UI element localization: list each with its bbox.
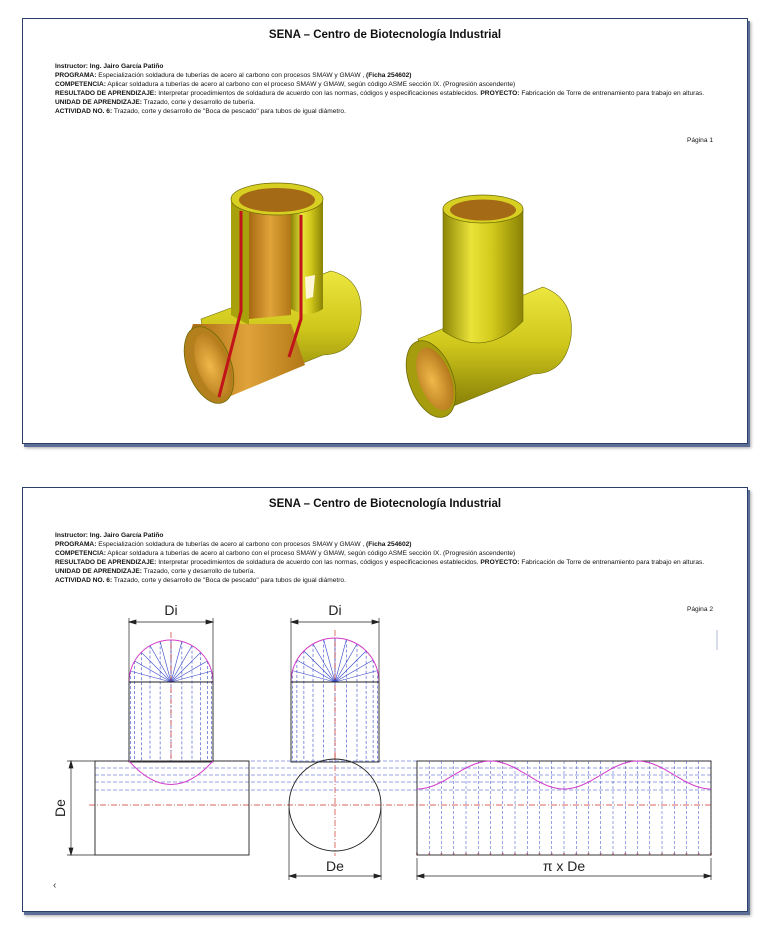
proyecto-label: PROYECTO: <box>480 559 520 567</box>
svg-text:×: × <box>697 852 701 858</box>
left-intersection-curve <box>129 761 213 785</box>
svg-text:×: × <box>525 852 529 858</box>
actividad-label: ACTIVIDAD NO. 6: <box>55 108 113 116</box>
unidad-text: Trazado, corte y desarrollo de tubería. <box>143 568 256 576</box>
competencia-text: Aplicar soldadura a tuberías de acero al carbono con el proceso SMAW y GMAW, según código ASME sección IX. (Progresión ascendente) <box>107 550 516 558</box>
svg-text:×: × <box>623 852 627 858</box>
document-page-2 <box>22 487 748 912</box>
di-right-label: Di <box>328 602 342 618</box>
programa-text: Especialización soldadura de tuberías de acero al carbono con procesos SMAW y GMAW , <box>98 72 365 80</box>
page-number: Página 1 <box>686 137 713 144</box>
actividad-text: Trazado, corte y desarrollo de "Boca de pescado" para tubos de igual diámetro. <box>113 108 346 116</box>
instructor-line: Instructor: Ing. Jairo García Patiño <box>55 532 164 539</box>
actividad-label: ACTIVIDAD NO. 6: <box>55 577 113 585</box>
svg-text:×: × <box>489 852 492 858</box>
pipe-3d-illustration <box>23 19 749 445</box>
svg-text:×: × <box>513 852 517 858</box>
resultado-text: Interpretar procedimientos de soldadura de acuerdo con las normas, códigos y especificaciones establecidos. <box>158 559 479 567</box>
fishmouth-technical-drawing <box>23 488 749 913</box>
svg-text:×: × <box>538 852 541 858</box>
svg-text:×: × <box>452 852 456 858</box>
svg-text:×: × <box>574 852 578 858</box>
ficha: (Ficha 254602) <box>366 72 412 80</box>
left-main-pipe-outline <box>95 761 249 855</box>
svg-text:×: × <box>562 852 566 858</box>
svg-text:×: × <box>587 852 590 858</box>
unidad-label: UNIDAD DE APRENDIZAJE: <box>55 568 142 576</box>
page-number: Página 2 <box>686 606 713 613</box>
complete-tee-model <box>397 195 572 424</box>
actividad-text: Trazado, corte y desarrollo de "Boca de pescado" para tubos de igual diámetro. <box>113 577 346 585</box>
proyecto-text: Fabricación de Torre de entrenamiento para trabajo en alturas. <box>521 90 705 98</box>
di-left-label: Di <box>164 602 178 618</box>
competencia-label: COMPETENCIA: <box>55 550 106 558</box>
svg-text:×: × <box>709 852 713 858</box>
unidad-text: Trazado, corte y desarrollo de tubería. <box>143 99 256 107</box>
svg-text:×: × <box>599 852 603 858</box>
cut-tee-model <box>175 183 361 410</box>
svg-text:×: × <box>476 852 480 858</box>
instructor-line: Instructor: Ing. Jairo García Patiño <box>55 63 164 70</box>
programa-label: PROGRAMA: <box>55 541 97 549</box>
svg-text:×: × <box>636 852 639 858</box>
proyecto-text: Fabricación de Torre de entrenamiento para trabajo en alturas. <box>521 559 705 567</box>
ficha: (Ficha 254602) <box>366 541 412 549</box>
unidad-label: UNIDAD DE APRENDIZAJE: <box>55 99 142 107</box>
svg-text:×: × <box>427 852 431 858</box>
svg-text:×: × <box>501 852 505 858</box>
svg-text:×: × <box>611 852 615 858</box>
svg-text:×: × <box>464 852 468 858</box>
page-title: SENA – Centro de Biotecnología Industrial <box>268 29 502 41</box>
svg-text:×: × <box>685 852 688 858</box>
document-page-1 <box>22 18 748 444</box>
proyecto-label: PROYECTO: <box>480 90 520 98</box>
construction-lines <box>89 630 713 858</box>
de-circle-label: De <box>326 858 344 874</box>
pi-de-label: π x De <box>542 858 586 874</box>
resultado-label: RESULTADO DE APRENDIZAJE: <box>55 90 157 98</box>
page-title: SENA – Centro de Biotecnología Industrial <box>268 498 502 510</box>
svg-text:×: × <box>440 852 443 858</box>
svg-text:×: × <box>648 852 652 858</box>
programa-label: PROGRAMA: <box>55 72 97 80</box>
competencia-label: COMPETENCIA: <box>55 81 106 89</box>
previous-page-arrow[interactable]: ‹ <box>53 880 57 891</box>
svg-text:×: × <box>415 852 419 858</box>
resultado-text: Interpretar procedimientos de soldadura de acuerdo con las normas, códigos y especificaciones establecidos. <box>158 90 479 98</box>
svg-text:×: × <box>660 852 664 858</box>
svg-text:×: × <box>672 852 676 858</box>
de-vertical-label: De <box>52 799 68 817</box>
competencia-text: Aplicar soldadura a tuberías de acero al carbono con el proceso SMAW y GMAW, según código ASME sección IX. (Progresión ascendente) <box>107 81 516 89</box>
programa-text: Especialización soldadura de tuberías de acero al carbono con procesos SMAW y GMAW , <box>98 541 365 549</box>
svg-text:×: × <box>550 852 554 858</box>
resultado-label: RESULTADO DE APRENDIZAJE: <box>55 559 157 567</box>
